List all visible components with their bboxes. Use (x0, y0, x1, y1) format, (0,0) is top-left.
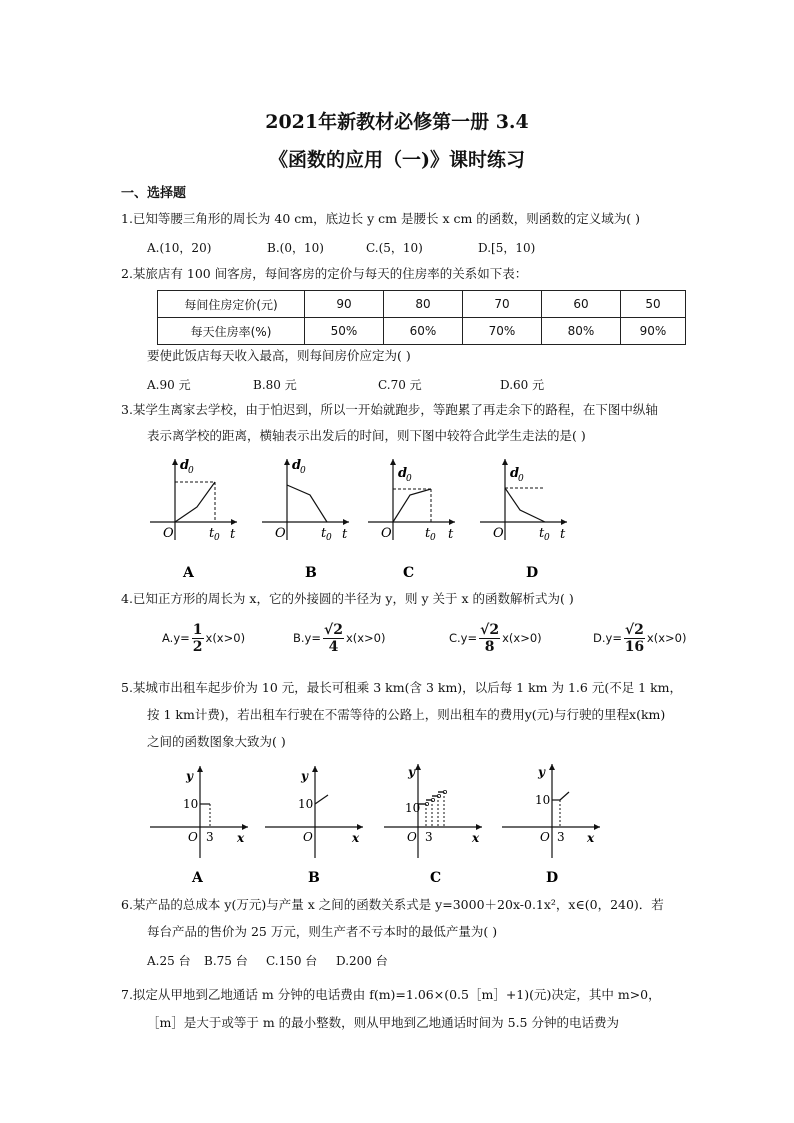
table-cell: 70 (463, 291, 542, 318)
q4-option-c (449, 622, 542, 655)
q2-ask: 要使此饭店每天收入最高，则每间房价应定为( ) (147, 348, 411, 363)
price-occupancy-table (157, 290, 686, 345)
q2-option-c: C.70 元 (378, 378, 422, 392)
numerator: √2 (480, 622, 500, 638)
axis-sub: 0 (300, 466, 306, 476)
axis-label-d: d (398, 466, 408, 481)
origin-label: O (381, 526, 392, 541)
q3-text-2: 表示离学校的距离，横轴表示出发后的时间，则下图中较符合此学生走法的是( ) (147, 428, 586, 443)
q4-option-b (293, 622, 386, 655)
tick-10: 10 (298, 797, 314, 811)
q5-text-1: 5.某城市出租车起步价为 10 元，最长可租乘 3 km(含 3 km)，以后每 1 km 为 1.6 元(不足 1 km， (121, 680, 683, 695)
q3-graph-c (368, 459, 455, 581)
axis-label-t0: t (539, 526, 545, 541)
q3-graph-a (150, 458, 237, 581)
q6-option-d: D.200 台 (336, 954, 388, 968)
axis-sub: 0 (430, 533, 436, 543)
q5-graph-c (384, 764, 482, 886)
title-line-1: 2021年新教材必修第一册 3.4 (265, 111, 529, 133)
table-header-cell: 每天住房率(%) (158, 318, 305, 345)
denominator: 16 (624, 639, 645, 655)
option-suffix: x(x>0) (205, 631, 246, 645)
table-cell: 80 (384, 291, 463, 318)
axis-sub: 0 (188, 466, 194, 476)
q5-graph-b (265, 766, 363, 886)
table-cell: 90 (305, 291, 384, 318)
axis-label-t: t (448, 527, 454, 542)
q5-text-2: 按 1 km计费)，若出租车行驶在不需等待的公路上，则出租车的费用y(元)与行驶的里程x(km) (147, 707, 666, 722)
q4-option-a (162, 622, 245, 655)
tick-10: 10 (535, 793, 551, 807)
axis-sub: 0 (406, 474, 412, 484)
q5-text-3: 之间的函数图象大致为( ) (147, 734, 286, 749)
origin-label: O (540, 830, 550, 844)
table-cell: 50 (621, 291, 686, 318)
axis-label-y: y (301, 769, 308, 783)
q4-option-d (593, 622, 686, 655)
fraction (192, 622, 204, 655)
q3-graph-d (480, 459, 567, 581)
axis-label-t0: t (425, 526, 431, 541)
q6-text-1: 6.某产品的总成本 y(万元)与产量 x 之间的函数关系式是 y=3000＋20x-0.1x²，x∈(0，240)．若 (121, 897, 664, 912)
q6-option-a: A.25 台 (147, 954, 191, 968)
table-row (158, 318, 686, 345)
q1-option-d: D.[5，10) (478, 241, 536, 255)
table-cell: 80% (542, 318, 621, 345)
numerator: √2 (324, 622, 343, 638)
q5-graph-a (150, 766, 248, 886)
option-suffix: x(x>0) (646, 631, 687, 645)
graph-label: C (430, 870, 442, 886)
q1-option-b: B.(0，10) (267, 241, 324, 255)
axis-sub: 0 (544, 533, 550, 543)
option-prefix: C.y= (449, 631, 478, 645)
q7-text-2: ［m］是大于或等于 m 的最小整数，则从甲地到乙地通话时间为 5.5 分钟的电话费为 (147, 1015, 619, 1030)
table-cell: 70% (463, 318, 542, 345)
q1-text: 1.已知等腰三角形的周长为 40 cm，底边长 y cm 是腰长 x cm 的函数，则函数的定义域为( ) (121, 211, 641, 226)
section-heading: 一、选择题 (121, 186, 187, 201)
table-cell: 60% (384, 318, 463, 345)
axis-label-t0: t (321, 526, 327, 541)
q5-graph-d (502, 764, 600, 886)
axis-label-y: y (186, 769, 193, 783)
q2-option-b: B.80 元 (253, 378, 297, 392)
graph-label: D (526, 565, 539, 581)
tick-10: 10 (183, 797, 199, 811)
q3-graphs (0, 455, 794, 585)
graph-label: A (192, 870, 203, 886)
origin-label: O (303, 830, 313, 844)
axis-label-x: x (587, 831, 595, 845)
graph-label: A (183, 565, 194, 581)
axis-label-d: d (510, 466, 520, 481)
q2-option-d: D.60 元 (500, 378, 545, 392)
numerator: 1 (192, 622, 203, 638)
q6-option-c: C.150 台 (266, 954, 318, 968)
fraction (479, 622, 500, 655)
table-cell: 90% (621, 318, 686, 345)
tick-3: 3 (425, 830, 433, 844)
denominator: 2 (192, 639, 203, 655)
q2-option-a: A.90 元 (147, 378, 191, 392)
axis-label-t: t (560, 527, 566, 542)
origin-label: O (188, 830, 198, 844)
q6-option-b: B.75 台 (204, 954, 248, 968)
axis-sub: 0 (518, 474, 524, 484)
q1-option-c: C.(5，10) (366, 241, 423, 255)
q3-graph-b (262, 458, 349, 581)
axis-label-d: d (292, 458, 302, 473)
origin-label: O (163, 526, 174, 541)
q3-text-1: 3.某学生离家去学校，由于怕迟到，所以一开始就跑步，等跑累了再走余下的路程，在下图中纵轴 (121, 402, 658, 417)
option-prefix: D.y= (593, 631, 622, 645)
q5-graphs (0, 760, 794, 890)
graph-label: D (546, 870, 559, 886)
tick-3: 3 (206, 830, 214, 844)
axis-label-x: x (352, 831, 360, 845)
axis-label-t0: t (209, 526, 215, 541)
q6-text-2: 每台产品的售价为 25 万元，则生产者不亏本时的最低产量为( ) (147, 924, 498, 939)
axis-label-x: x (237, 831, 245, 845)
title-line-2: 《函数的应用（一)》课时练习 (269, 149, 525, 171)
axis-label-y: y (408, 765, 415, 779)
option-prefix: B.y= (293, 631, 321, 645)
tick-3: 3 (557, 830, 565, 844)
fraction (323, 622, 344, 655)
q4-text: 4.已知正方形的周长为 x，它的外接圆的半径为 y，则 y 关于 x 的函数解析式为( ) (121, 591, 574, 606)
table-cell: 60 (542, 291, 621, 318)
numerator: √2 (624, 622, 644, 638)
table-header-cell: 每间住房定价(元) (158, 291, 305, 318)
option-suffix: x(x>0) (345, 631, 386, 645)
denominator: 8 (484, 639, 495, 655)
axis-label-t: t (342, 527, 348, 542)
axis-label-t: t (230, 527, 236, 542)
origin-label: O (407, 830, 417, 844)
fraction (624, 622, 645, 655)
tick-10: 10 (405, 801, 421, 815)
origin-label: O (275, 526, 286, 541)
graph-label: C (403, 565, 415, 581)
q1-option-a: A.(10，20) (147, 241, 212, 255)
q2-text: 2.某旅店有 100 间客房，每间客房的定价与每天的住房率的关系如下表： (121, 266, 528, 281)
axis-sub: 0 (214, 533, 220, 543)
graph-label: B (305, 565, 317, 581)
axis-label-d: d (180, 458, 190, 473)
axis-label-y: y (538, 765, 545, 779)
option-prefix: A.y= (162, 631, 190, 645)
q7-text-1: 7.拟定从甲地到乙地通话 m 分钟的电话费由 f(m)=1.06×(0.5［m］+1)(元)决定，其中 m>0， (121, 987, 661, 1002)
table-cell: 50% (305, 318, 384, 345)
axis-sub: 0 (326, 533, 332, 543)
origin-label: O (493, 526, 504, 541)
option-suffix: x(x>0) (502, 631, 542, 645)
denominator: 4 (328, 639, 339, 655)
axis-label-x: x (472, 831, 480, 845)
table-row (158, 291, 686, 318)
graph-label: B (308, 870, 320, 886)
